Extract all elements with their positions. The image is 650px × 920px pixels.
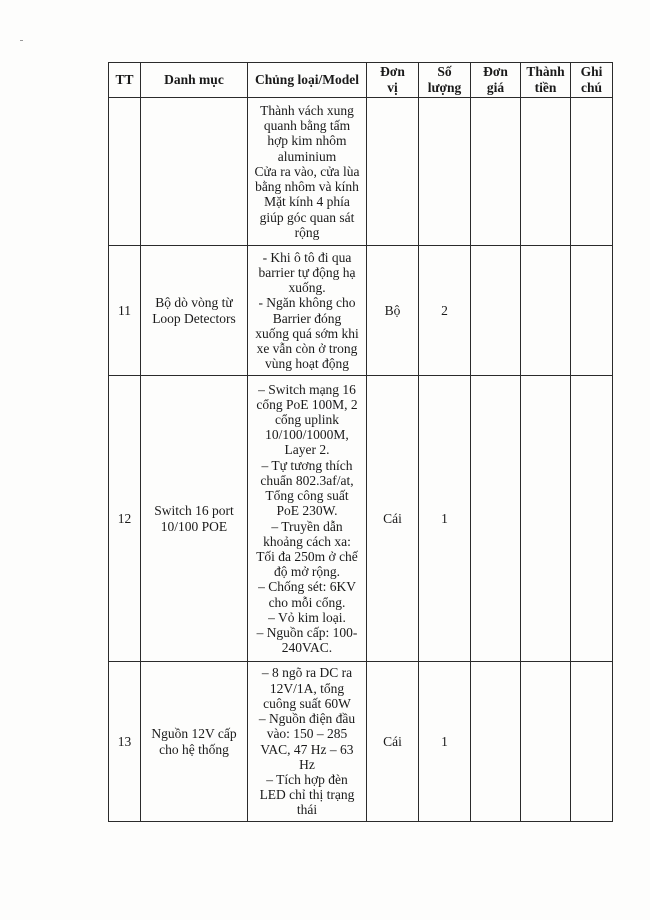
table-row	[109, 376, 613, 662]
model-line: cổng uplink	[274, 412, 340, 428]
model-line: – Nguồn điện đầu	[258, 711, 356, 727]
model-line: cho mỗi cổng.	[268, 594, 346, 610]
model-line: – Vỏ kim loại.	[268, 609, 346, 625]
cell-model	[248, 376, 367, 662]
model-line: xuống.	[288, 280, 326, 296]
model-line: rộng	[294, 224, 320, 240]
cell-tt	[109, 98, 141, 246]
cell-quantity: 1	[419, 376, 471, 662]
cell-category	[141, 98, 248, 246]
cell-unit: Bộ	[367, 246, 419, 376]
model-line: Cửa ra vào, cửa lùa	[254, 163, 360, 179]
cell-total	[521, 98, 571, 246]
model-line: – Nguồn cấp: 100-	[256, 624, 358, 640]
cell-unit: Cái	[367, 376, 419, 662]
table-header-row	[109, 63, 613, 98]
cell-note	[571, 246, 613, 376]
cell-unit-price	[471, 662, 521, 822]
model-line: - Ngăn không cho	[258, 295, 356, 311]
model-line: 12V/1A, tổng	[269, 680, 345, 696]
model-line: barrier tự động hạ	[258, 264, 356, 280]
model-line: Hz	[299, 756, 315, 772]
header-unit-price: Đơn giá	[471, 63, 521, 98]
cell-unit-price	[471, 246, 521, 376]
table-row	[109, 246, 613, 376]
model-line: 240VAC.	[281, 640, 333, 656]
model-line: bằng nhôm và kính	[255, 179, 359, 195]
model-line: 10/100/1000M,	[265, 427, 349, 443]
model-line: xuống quá sớm khi	[255, 325, 359, 341]
cell-model	[248, 662, 367, 822]
cell-unit	[367, 98, 419, 246]
table-row	[109, 98, 613, 246]
model-line: cổng PoE 100M, 2	[256, 396, 358, 412]
scan-speck	[20, 40, 23, 41]
header-quantity: Số lượng	[419, 63, 471, 98]
cell-total	[521, 376, 571, 662]
cell-quantity	[419, 98, 471, 246]
model-line: aluminium	[277, 148, 337, 164]
model-line: - Khi ô tô đi qua	[262, 249, 352, 265]
model-line: vào: 150 – 285	[266, 726, 348, 742]
model-line: vùng hoạt động	[265, 356, 349, 372]
model-line: khoảng cách xa:	[263, 533, 351, 549]
model-line: – Truyền dẫn	[271, 518, 343, 534]
header-category: Danh mục	[141, 63, 248, 98]
cell-category: Bộ dò vòng từ Loop Detectors	[141, 246, 248, 376]
equipment-table	[108, 62, 613, 822]
model-line: VAC, 47 Hz – 63	[260, 741, 354, 757]
cell-total	[521, 662, 571, 822]
header-model: Chủng loại/Model	[248, 63, 367, 98]
cell-quantity: 2	[419, 246, 471, 376]
cell-category: Nguồn 12V cấp cho hệ thống	[141, 662, 248, 822]
cell-tt: 12	[109, 376, 141, 662]
header-tt: TT	[109, 63, 141, 98]
model-line: xe vẫn còn ở trong	[256, 340, 358, 356]
model-line: chuẩn 802.3af/at,	[260, 472, 354, 488]
cell-total	[521, 246, 571, 376]
model-line: – Chống sét: 6KV	[258, 579, 356, 595]
model-line: Tối đa 250m ở chế	[256, 548, 358, 564]
model-line: Barrier đóng	[272, 310, 342, 326]
model-line: – 8 ngõ ra DC ra	[261, 665, 353, 681]
model-line: giúp góc quan sát	[259, 209, 355, 225]
cell-quantity: 1	[419, 662, 471, 822]
cell-model	[248, 246, 367, 376]
cell-model	[248, 98, 367, 246]
table-row	[109, 662, 613, 822]
model-line: thái	[296, 802, 318, 818]
model-line: hợp kim nhôm	[267, 133, 347, 149]
model-line: độ mở rộng.	[273, 564, 340, 580]
header-total: Thành tiền	[521, 63, 571, 98]
cell-unit: Cái	[367, 662, 419, 822]
model-line: – Switch mạng 16	[258, 381, 356, 397]
cell-note	[571, 376, 613, 662]
model-line: PoE 230W.	[276, 503, 338, 519]
cell-category: Switch 16 port 10/100 POE	[141, 376, 248, 662]
cell-unit-price	[471, 98, 521, 246]
model-line: – Tự tương thích	[261, 457, 353, 473]
cell-tt: 11	[109, 246, 141, 376]
model-line: Tổng công suất	[265, 488, 349, 504]
model-line: cuông suất 60W	[263, 695, 351, 711]
cell-note	[571, 98, 613, 246]
model-line: Layer 2.	[284, 442, 330, 458]
model-line: quanh bằng tấm	[263, 118, 351, 134]
model-line: Thành vách xung	[260, 103, 354, 119]
header-note: Ghi chú	[571, 63, 613, 98]
cell-note	[571, 662, 613, 822]
model-line: – Tích hợp đèn	[266, 771, 348, 787]
model-line: LED chỉ thị trạng	[259, 787, 355, 803]
cell-unit-price	[471, 376, 521, 662]
header-unit: Đơn vị	[367, 63, 419, 98]
cell-tt: 13	[109, 662, 141, 822]
model-line: Mặt kính 4 phía	[264, 194, 350, 210]
